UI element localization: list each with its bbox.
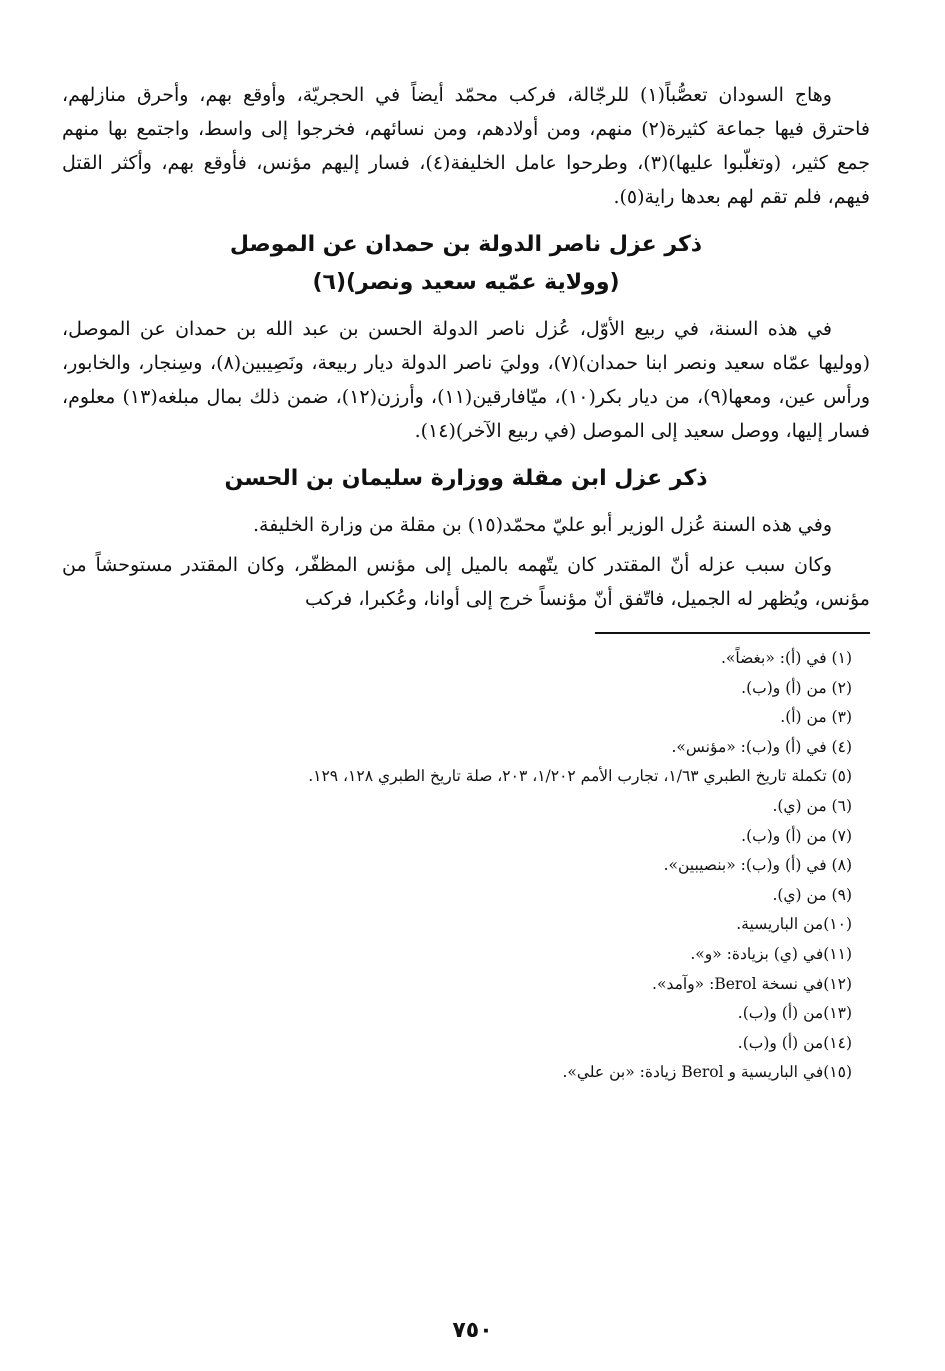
footnote: (١٢)في نسخة Berol: «وآمد».	[652, 974, 852, 993]
footnote: (٣) من (أ).	[780, 708, 852, 727]
section-heading-subline: (وولاية عمّيه سعيد ونصر)(٦)	[312, 270, 620, 295]
footnote: (١) في (أ): «بغضاً».	[720, 649, 852, 667]
body-paragraph: في هذه السنة، في ربيع الأوّل، عُزل ناصر الدولة الحسن بن عبد الله بن حمدان عن الموصل، (ووليها عمّاه سعيد ونصر ابنا حمدان)(٧)، ووليَ ناصر الدولة ديار ربيعة، ونَصِيبين(٨)، وسِنجار، والخابور، ورأس عين، ومعها(٩)، من ديار بكر(١٠)، ميّافارقين(١١)، وأرزن(١٢)، ضمن ذلك بمال مبلغه(١٣) معلوم، فسار إليها، ووصل سعيد إلى الموصل (في ربيع الآخر)(١٤).	[62, 318, 871, 442]
footnote: (١٥)في الباريسية و Berol زيادة: «بن علي».	[562, 1063, 852, 1082]
footnote: (٨) في (أ) و(ب): «بنصيبين».	[663, 856, 852, 875]
body-paragraph: وكان سبب عزله أنّ المقتدر كان يتّهمه بالميل إلى مؤنس المظفّر، وكان المقتدر مستوحشاً من مؤنس، ويُظهر له الجميل، فاتّفق أنّ مؤنساً خرج إلى أوانا، وعُكبرا، فركب	[62, 554, 870, 610]
footnote: (٤) في (أ) و(ب): «مؤنس».	[671, 737, 852, 756]
body-paragraph: وهاج السودان تعصُّباً(١) للرجّالة، فركب محمّد أيضاً في الحجريّة، وأوقع بهم، وأحرق منازلهم، فاحترق فيها جماعة كثيرة(٢) منهم، ومن أولادهم، ومن نسائهم، فخرجوا إلى واسط، واجتمع بها منهم جمع كثير، (وتغلّبوا عليها)(٣)، وطرحوا عامل الخليفة(٤)، فسار إليهم مؤنس، فأوقع بهم، وأكثر القتل فيهم، فلم تقم لهم بعدها راية(٥).	[62, 84, 871, 208]
footnote: (١١)في (ي) بزيادة: «و».	[690, 944, 852, 963]
page-number: ٧٥٠	[452, 1318, 493, 1343]
book-page	[62, 78, 870, 1088]
footnote: (٩) من (ي).	[772, 885, 852, 904]
section-heading: ذكر عزل ابن مقلة ووزارة سليمان بن الحسن	[224, 466, 708, 491]
footnote: (٧) من (أ) و(ب).	[741, 826, 852, 845]
footnote: (٥) تكملة تاريخ الطبري ١/٦٣، تجارب الأمم ١/٢٠٢، ٢٠٣، صلة تاريخ الطبري ١٢٨، ١٢٩.	[308, 767, 852, 786]
footnote: (١٣)من (أ) و(ب).	[737, 1004, 852, 1023]
footnote: (٦) من (ي).	[772, 796, 852, 815]
section-heading-line: ذكر عزل ناصر الدولة بن حمدان عن الموصل	[229, 232, 703, 257]
footnotes-list	[62, 644, 870, 1088]
footnote: (١٤)من (أ) و(ب).	[737, 1033, 852, 1052]
footnote: (١٠)من الباريسية.	[736, 915, 852, 934]
section-heading	[62, 226, 870, 302]
footnote: (٢) من (أ) و(ب).	[741, 678, 852, 697]
footnote-divider	[595, 632, 870, 634]
body-paragraph: وفي هذه السنة عُزل الوزير أبو عليّ محمّد(١٥) بن مقلة من وزارة الخليفة.	[252, 514, 832, 536]
